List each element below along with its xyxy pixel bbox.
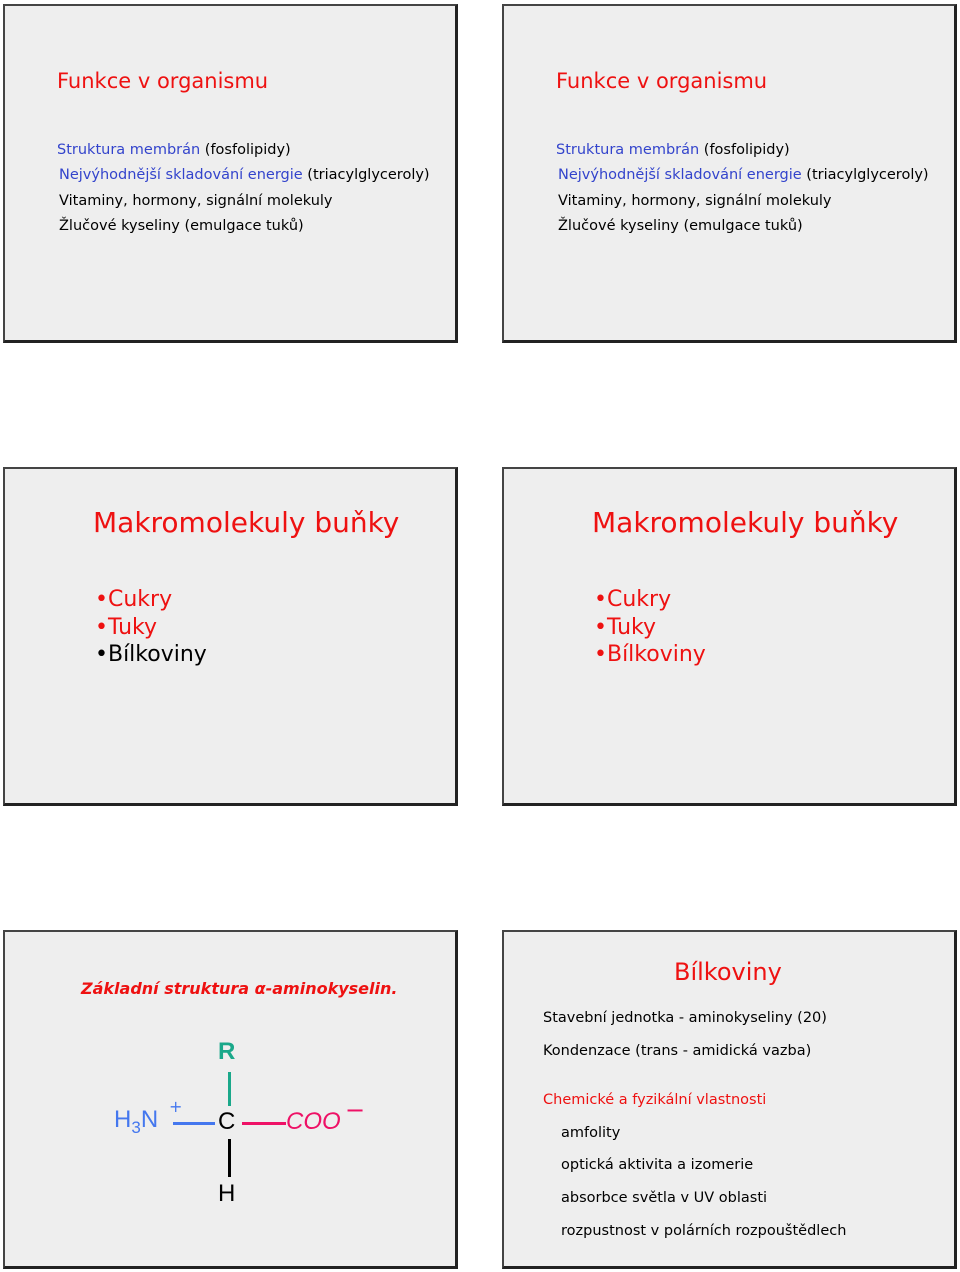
- function-line: Vitaminy, hormony, signální molekuly: [59, 193, 333, 209]
- carboxyl-group-label: COO: [286, 1108, 341, 1135]
- bullet-proteins: •Bílkoviny: [95, 642, 207, 667]
- bullet-fats: •Tuky: [95, 615, 157, 640]
- positive-charge-label: +: [169, 1097, 183, 1116]
- function-line: Struktura membrán (fosfolipidy): [57, 142, 291, 158]
- hydrogen-label: H: [218, 1180, 236, 1207]
- slide-title: Makromolekuly buňky: [592, 506, 899, 539]
- r-bond: [228, 1072, 231, 1106]
- slide-title: Základní struktura α-aminokyselin.: [81, 979, 398, 998]
- slide-functions-1: [3, 4, 458, 343]
- amine-bond: [173, 1122, 215, 1125]
- slide-proteins: [502, 930, 957, 1269]
- function-line: Nejvýhodnější skladování energie (triacylglyceroly): [59, 167, 430, 183]
- slide-title: Bílkoviny: [674, 958, 782, 986]
- function-line: Nejvýhodnější skladování energie (triacylglyceroly): [558, 167, 929, 183]
- bullet-fats: •Tuky: [594, 615, 656, 640]
- function-line: Struktura membrán (fosfolipidy): [556, 142, 790, 158]
- protein-line-properties-heading: Chemické a fyzikální vlastnosti: [543, 1092, 767, 1108]
- negative-charge-label: −: [345, 1096, 366, 1124]
- protein-line-uv-absorption: absorbce světla v UV oblasti: [561, 1190, 768, 1206]
- slide-functions-2: [502, 4, 957, 343]
- function-line: Žlučové kyseliny (emulgace tuků): [59, 218, 304, 234]
- slide-title: Funkce v organismu: [556, 69, 768, 93]
- carboxyl-bond: [242, 1122, 286, 1125]
- slide-title: Makromolekuly buňky: [93, 506, 400, 539]
- protein-line-building-unit: Stavební jednotka - aminokyseliny (20): [543, 1010, 827, 1026]
- function-line: Žlučové kyseliny (emulgace tuků): [558, 218, 803, 234]
- r-group-label: R: [218, 1038, 236, 1065]
- amine-group-label: $H_3N$: [114, 1106, 159, 1137]
- protein-line-solubility: rozpustnost v polárních rozpouštědlech: [561, 1223, 847, 1239]
- bullet-sugars: •Cukry: [594, 587, 672, 612]
- protein-line-optical-activity: optická aktivita a izomerie: [561, 1157, 754, 1173]
- hydrogen-bond: [228, 1139, 231, 1177]
- bullet-sugars: •Cukry: [95, 587, 173, 612]
- protein-line-amphoteric: amfolity: [561, 1125, 621, 1141]
- alpha-carbon-label: C: [218, 1108, 236, 1135]
- bullet-proteins: •Bílkoviny: [594, 642, 706, 667]
- protein-line-condensation: Kondenzace (trans - amidická vazba): [543, 1043, 812, 1059]
- slide-macromolecules-1: [3, 467, 458, 806]
- function-line: Vitaminy, hormony, signální molekuly: [558, 193, 832, 209]
- slide-amino-acid-structure: [3, 930, 458, 1269]
- slide-title: Funkce v organismu: [57, 69, 269, 93]
- slide-macromolecules-2: [502, 467, 957, 806]
